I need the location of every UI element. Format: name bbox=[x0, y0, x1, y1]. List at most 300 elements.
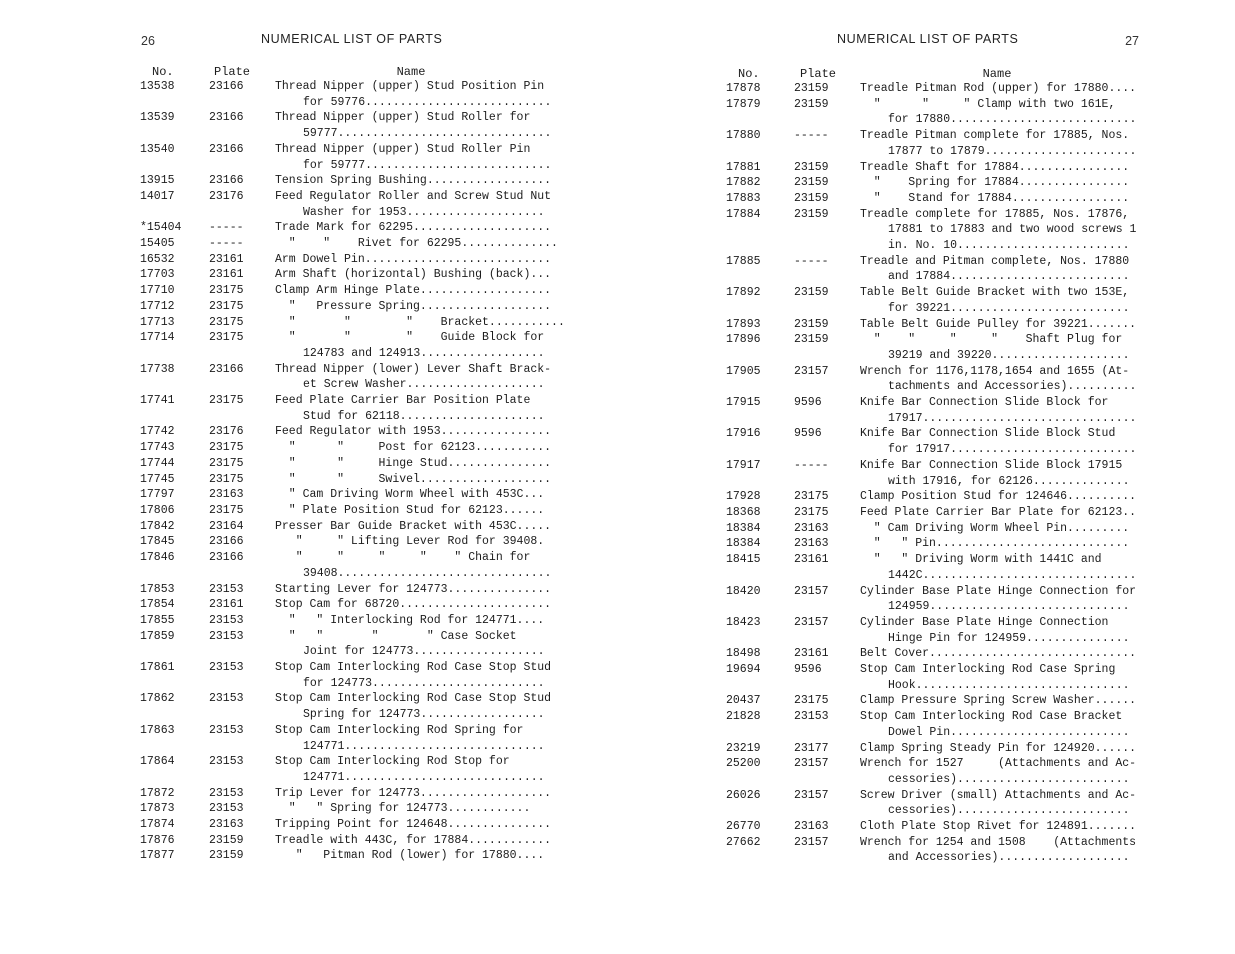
part-name-line: Thread Nipper (upper) Stud Position Pin bbox=[275, 80, 545, 93]
part-name-line: " " Hinge Stud............... bbox=[275, 456, 552, 470]
part-number: 17743 bbox=[140, 441, 175, 455]
table-row bbox=[726, 819, 1150, 835]
part-number: 17846 bbox=[140, 551, 175, 565]
table-row bbox=[140, 299, 565, 315]
part-name bbox=[275, 393, 565, 424]
part-name-line: Cylinder Base Plate Hinge Connection bbox=[860, 615, 1109, 629]
part-name-line: Arm Shaft (horizontal) Bushing (back)... bbox=[275, 268, 552, 282]
part-name-continuation: 124783 and 124913.................. bbox=[303, 346, 545, 360]
part-number: 14017 bbox=[140, 189, 175, 203]
part-name-line: " Stand for 17884................. bbox=[860, 191, 1130, 205]
table-row bbox=[140, 629, 565, 660]
part-number: 26770 bbox=[726, 820, 761, 834]
table-row bbox=[140, 315, 565, 331]
table-body bbox=[140, 79, 565, 864]
plate-number: 23166 bbox=[209, 174, 244, 188]
part-number: 21828 bbox=[726, 710, 761, 724]
part-name-line: " Pressure Spring................... bbox=[275, 299, 552, 313]
part-number: 13538 bbox=[140, 80, 175, 93]
part-name-continuation: Hinge Pin for 124959............... bbox=[888, 631, 1130, 645]
table-row bbox=[140, 848, 565, 864]
part-name bbox=[860, 160, 1150, 176]
part-name-line: Treadle Shaft for 17884................ bbox=[860, 160, 1130, 174]
table-row bbox=[140, 440, 565, 456]
part-name-line: " " " " " Chain for bbox=[275, 551, 531, 565]
part-number: *15404 bbox=[140, 221, 182, 235]
table-row bbox=[726, 835, 1150, 866]
plate-number: 23166 bbox=[209, 142, 244, 156]
part-name-continuation: tachments and Accessories).......... bbox=[888, 380, 1137, 394]
part-name bbox=[275, 833, 565, 849]
part-name bbox=[275, 723, 565, 754]
part-name bbox=[860, 693, 1150, 709]
table-row bbox=[140, 236, 565, 252]
part-name bbox=[275, 236, 565, 252]
table-row bbox=[140, 189, 565, 220]
part-number: 18498 bbox=[726, 647, 761, 661]
table-row bbox=[726, 97, 1150, 128]
part-name-line: Table Belt Guide Bracket with two 153E, bbox=[860, 286, 1130, 300]
part-number: 18415 bbox=[726, 553, 761, 567]
part-number: 17859 bbox=[140, 629, 175, 643]
part-name-line: Treadle complete for 17885, Nos. 17876, bbox=[860, 207, 1130, 221]
part-name bbox=[860, 741, 1150, 757]
part-number: 17861 bbox=[140, 661, 175, 675]
part-name-continuation: Joint for 124773................... bbox=[303, 645, 545, 659]
part-name-line: Knife Bar Connection Slide Block for bbox=[860, 396, 1109, 410]
plate-number: ----- bbox=[794, 254, 829, 268]
table-row bbox=[726, 285, 1150, 316]
part-number: 17742 bbox=[140, 425, 175, 439]
table-row bbox=[726, 521, 1150, 537]
table-row bbox=[726, 332, 1150, 363]
table-row bbox=[140, 613, 565, 629]
part-name-line: " " Spring for 124773............ bbox=[275, 802, 531, 816]
part-number: 17797 bbox=[140, 488, 175, 502]
part-name-line: Treadle Pitman complete for 17885, Nos. bbox=[860, 129, 1130, 143]
part-name-line: " " Pin............................ bbox=[860, 537, 1130, 551]
plate-number: 23175 bbox=[209, 331, 244, 345]
plate-number: 23153 bbox=[209, 582, 244, 596]
part-name-line: Clamp Position Stud for 124646.......... bbox=[860, 490, 1137, 504]
table-row bbox=[140, 362, 565, 393]
table-row bbox=[140, 487, 565, 503]
part-name bbox=[860, 364, 1150, 395]
table-body bbox=[726, 81, 1150, 866]
part-name-line: Wrench for 1254 and 1508 (Attachments bbox=[860, 835, 1137, 849]
part-number: 17878 bbox=[726, 82, 761, 95]
part-name bbox=[275, 754, 565, 785]
part-number: 17842 bbox=[140, 519, 175, 533]
page-number: 26 bbox=[141, 34, 155, 48]
part-number: 17703 bbox=[140, 268, 175, 282]
table-row bbox=[140, 283, 565, 299]
part-name-continuation: 39408............................... bbox=[303, 566, 552, 580]
plate-number: 23157 bbox=[794, 757, 829, 771]
plate-number: ----- bbox=[209, 221, 244, 235]
plate-number: 23161 bbox=[794, 553, 829, 567]
part-name-continuation: et Screw Washer.................... bbox=[303, 378, 545, 392]
part-name-line: Wrench for 1176,1178,1654 and 1655 (At- bbox=[860, 364, 1130, 378]
plate-number: 23157 bbox=[794, 788, 829, 802]
part-name-line: Feed Plate Carrier Bar Position Plate bbox=[275, 394, 531, 408]
table-row bbox=[726, 756, 1150, 787]
part-number: 18368 bbox=[726, 505, 761, 519]
part-name bbox=[860, 207, 1150, 254]
part-number: 27662 bbox=[726, 835, 761, 849]
parts-table bbox=[726, 66, 1150, 866]
table-row bbox=[726, 191, 1150, 207]
part-name bbox=[860, 756, 1150, 787]
part-number: 17854 bbox=[140, 598, 175, 612]
table-row bbox=[726, 646, 1150, 662]
part-name-line: Stop Cam Interlocking Rod Case Bracket bbox=[860, 710, 1123, 724]
part-name bbox=[275, 79, 565, 110]
part-name-line: " " " Guide Block for bbox=[275, 331, 545, 345]
table-row bbox=[726, 552, 1150, 583]
part-number: 17845 bbox=[140, 535, 175, 549]
part-number: 17744 bbox=[140, 456, 175, 470]
table-row bbox=[140, 582, 565, 598]
page-number: 27 bbox=[1125, 34, 1139, 48]
part-name bbox=[275, 252, 565, 268]
plate-number: 23159 bbox=[209, 833, 244, 847]
plate-number: 23175 bbox=[209, 394, 244, 408]
part-number: 17916 bbox=[726, 427, 761, 441]
table-row bbox=[726, 317, 1150, 333]
part-number: 17873 bbox=[140, 802, 175, 816]
table-row bbox=[726, 160, 1150, 176]
part-name-line: " Cam Driving Worm Wheel with 453C... bbox=[275, 488, 545, 502]
plate-number: 23175 bbox=[209, 456, 244, 470]
part-name-line: Stop Cam for 68720...................... bbox=[275, 598, 552, 612]
table-row bbox=[726, 709, 1150, 740]
parts-table bbox=[140, 64, 565, 864]
part-name-line: Clamp Spring Steady Pin for 124920...... bbox=[860, 741, 1137, 755]
table-row bbox=[726, 207, 1150, 254]
part-name-continuation: 124771............................. bbox=[303, 770, 545, 784]
part-name bbox=[860, 254, 1150, 285]
part-number: 18384 bbox=[726, 521, 761, 535]
part-name bbox=[860, 97, 1150, 128]
part-name bbox=[275, 817, 565, 833]
table-row bbox=[726, 458, 1150, 489]
part-number: 25200 bbox=[726, 757, 761, 771]
plate-number: 23157 bbox=[794, 584, 829, 598]
header-plate: Plate bbox=[214, 65, 251, 79]
part-name bbox=[275, 424, 565, 440]
part-name-line: Treadle and Pitman complete, Nos. 17880 bbox=[860, 254, 1130, 268]
plate-number: 23166 bbox=[209, 362, 244, 376]
part-name bbox=[860, 521, 1150, 537]
part-number: 17896 bbox=[726, 333, 761, 347]
part-number: 17876 bbox=[140, 833, 175, 847]
part-name-line: " " " Clamp with two 161E, bbox=[860, 97, 1116, 111]
part-name-continuation: for 59777........................... bbox=[303, 158, 552, 172]
table-row bbox=[140, 534, 565, 550]
plate-number: ----- bbox=[794, 458, 829, 472]
table-row bbox=[726, 128, 1150, 159]
part-number: 16532 bbox=[140, 252, 175, 266]
page-title: NUMERICAL LIST OF PARTS bbox=[837, 32, 1019, 46]
part-name-continuation: Hook............................... bbox=[888, 678, 1130, 692]
part-name bbox=[275, 189, 565, 220]
plate-number: 23163 bbox=[794, 537, 829, 551]
part-name bbox=[860, 128, 1150, 159]
part-name bbox=[860, 505, 1150, 521]
plate-number: 23153 bbox=[209, 802, 244, 816]
right-page bbox=[620, 0, 1235, 954]
table-row bbox=[140, 330, 565, 361]
part-name bbox=[275, 660, 565, 691]
part-name bbox=[275, 582, 565, 598]
part-name-line: " Spring for 17884................ bbox=[860, 176, 1130, 190]
part-name-continuation: Spring for 124773.................. bbox=[303, 708, 545, 722]
part-name bbox=[860, 191, 1150, 207]
part-name bbox=[275, 267, 565, 283]
plate-number: 23161 bbox=[209, 598, 244, 612]
part-name-line: Trip Lever for 124773................... bbox=[275, 786, 552, 800]
part-name bbox=[860, 175, 1150, 191]
part-number: 13915 bbox=[140, 174, 175, 188]
table-row bbox=[140, 660, 565, 691]
part-name-line: Feed Plate Carrier Bar Plate for 62123.. bbox=[860, 505, 1137, 519]
part-name-line: " " " Bracket........... bbox=[275, 315, 565, 329]
plate-number: ----- bbox=[794, 129, 829, 143]
part-name-continuation: for 39221.......................... bbox=[888, 301, 1130, 315]
plate-number: 23157 bbox=[794, 615, 829, 629]
part-name-line: Knife Bar Connection Slide Block Stud bbox=[860, 427, 1116, 441]
header-name: Name bbox=[396, 65, 426, 79]
part-name-continuation: 39219 and 39220.................... bbox=[888, 348, 1130, 362]
part-name bbox=[860, 819, 1150, 835]
part-name-line: Clamp Arm Hinge Plate................... bbox=[275, 284, 552, 298]
part-number: 17885 bbox=[726, 254, 761, 268]
part-name-line: " Pitman Rod (lower) for 17880.... bbox=[275, 849, 545, 863]
part-name-line: Stop Cam Interlocking Rod Stop for bbox=[275, 755, 510, 769]
table-row bbox=[140, 252, 565, 268]
part-name bbox=[275, 440, 565, 456]
part-name bbox=[275, 550, 565, 581]
part-name-line: Tension Spring Bushing.................. bbox=[275, 174, 552, 188]
part-name-continuation: in. No. 10......................... bbox=[888, 239, 1130, 253]
table-header bbox=[140, 64, 565, 79]
part-number: 17806 bbox=[140, 503, 175, 517]
part-name-line: " " " " Shaft Plug for bbox=[860, 333, 1123, 347]
part-name-continuation: Washer for 1953.................... bbox=[303, 205, 545, 219]
part-number: 17893 bbox=[726, 317, 761, 331]
part-number: 17713 bbox=[140, 315, 175, 329]
plate-number: 23159 bbox=[794, 207, 829, 221]
part-number: 17712 bbox=[140, 299, 175, 313]
part-number: 23219 bbox=[726, 741, 761, 755]
part-number: 17882 bbox=[726, 176, 761, 190]
plate-number: 23176 bbox=[209, 189, 244, 203]
header-name: Name bbox=[982, 67, 1012, 81]
part-name-line: Thread Nipper (upper) Stud Roller Pin bbox=[275, 142, 531, 156]
part-number: 18384 bbox=[726, 537, 761, 551]
plate-number: 23159 bbox=[794, 97, 829, 111]
part-name-continuation: for 124773......................... bbox=[303, 676, 545, 690]
plate-number: 23159 bbox=[794, 333, 829, 347]
table-row bbox=[140, 456, 565, 472]
part-number: 17881 bbox=[726, 160, 761, 174]
part-name bbox=[275, 597, 565, 613]
part-number: 17883 bbox=[726, 191, 761, 205]
part-name-line: Arm Dowel Pin........................... bbox=[275, 252, 552, 266]
part-name-line: Stop Cam Interlocking Rod Spring for bbox=[275, 723, 524, 737]
part-name-line: Wrench for 1527 (Attachments and Ac- bbox=[860, 757, 1137, 771]
table-row bbox=[140, 754, 565, 785]
part-name bbox=[275, 801, 565, 817]
plate-number: 23166 bbox=[209, 551, 244, 565]
plate-number: 23166 bbox=[209, 80, 244, 93]
part-number: 17877 bbox=[140, 849, 175, 863]
header-plate: Plate bbox=[800, 67, 837, 81]
part-name bbox=[860, 458, 1150, 489]
part-name-line: Cloth Plate Stop Rivet for 124891....... bbox=[860, 820, 1137, 834]
plate-number: 23159 bbox=[794, 82, 829, 95]
table-row bbox=[726, 662, 1150, 693]
table-row bbox=[140, 110, 565, 141]
part-number: 17928 bbox=[726, 490, 761, 504]
part-name-continuation: 17881 to 17883 and two wood screws 1 bbox=[888, 223, 1137, 237]
part-number: 17862 bbox=[140, 692, 175, 706]
plate-number: 23153 bbox=[209, 692, 244, 706]
plate-number: 23166 bbox=[209, 111, 244, 125]
part-number: 17874 bbox=[140, 818, 175, 832]
plate-number: 23159 bbox=[209, 849, 244, 863]
part-name-line: Tripping Point for 124648............... bbox=[275, 818, 552, 832]
plate-number: 23159 bbox=[794, 160, 829, 174]
plate-number: 23153 bbox=[209, 661, 244, 675]
part-name bbox=[860, 615, 1150, 646]
part-name bbox=[275, 503, 565, 519]
table-row bbox=[140, 817, 565, 833]
table-row bbox=[726, 505, 1150, 521]
part-name bbox=[275, 315, 565, 331]
part-name-continuation: 1442C............................... bbox=[888, 568, 1137, 582]
part-name-continuation: for 17880........................... bbox=[888, 113, 1137, 127]
plate-number: 23153 bbox=[209, 723, 244, 737]
part-name bbox=[860, 489, 1150, 505]
table-row bbox=[726, 364, 1150, 395]
part-number: 13540 bbox=[140, 142, 175, 156]
part-name-line: Treadle with 443C, for 17884............ bbox=[275, 833, 552, 847]
table-row bbox=[140, 220, 565, 236]
table-row bbox=[140, 79, 565, 110]
part-name-continuation: 17877 to 17879...................... bbox=[888, 144, 1137, 158]
part-name-line: Thread Nipper (lower) Lever Shaft Brack- bbox=[275, 362, 552, 376]
part-name bbox=[275, 629, 565, 660]
plate-number: 23177 bbox=[794, 741, 829, 755]
part-name bbox=[275, 613, 565, 629]
part-name bbox=[860, 426, 1150, 457]
table-row bbox=[726, 788, 1150, 819]
part-name-line: Starting Lever for 124773............... bbox=[275, 582, 552, 596]
table-row bbox=[140, 393, 565, 424]
table-row bbox=[140, 267, 565, 283]
plate-number: 23159 bbox=[794, 286, 829, 300]
plate-number: 23175 bbox=[209, 299, 244, 313]
part-number: 13539 bbox=[140, 111, 175, 125]
part-number: 17905 bbox=[726, 364, 761, 378]
part-name-line: Stop Cam Interlocking Rod Case Stop Stud bbox=[275, 661, 552, 675]
table-row bbox=[140, 691, 565, 722]
plate-number: 23163 bbox=[794, 820, 829, 834]
left-page bbox=[0, 0, 600, 954]
part-name bbox=[860, 81, 1150, 97]
part-name bbox=[860, 285, 1150, 316]
part-name bbox=[275, 110, 565, 141]
part-name-continuation: cessories)......................... bbox=[888, 772, 1130, 786]
part-name-line: Feed Regulator with 1953................ bbox=[275, 425, 552, 439]
plate-number: 23159 bbox=[794, 176, 829, 190]
part-name-line: Screw Driver (small) Attachments and Ac- bbox=[860, 788, 1137, 802]
part-name bbox=[275, 534, 565, 550]
part-name-line: Table Belt Guide Pulley for 39221....... bbox=[860, 317, 1137, 331]
part-name-line: Thread Nipper (upper) Stud Roller for bbox=[275, 111, 531, 125]
plate-number: 23153 bbox=[209, 613, 244, 627]
plate-number: 9596 bbox=[794, 663, 822, 677]
plate-number: 23161 bbox=[209, 268, 244, 282]
table-row bbox=[726, 584, 1150, 615]
part-name-line: Trade Mark for 62295.................... bbox=[275, 221, 552, 235]
plate-number: 9596 bbox=[794, 396, 822, 410]
plate-number: 23175 bbox=[209, 284, 244, 298]
table-row bbox=[726, 426, 1150, 457]
part-name-line: Presser Bar Guide Bracket with 453C..... bbox=[275, 519, 552, 533]
part-name bbox=[860, 536, 1150, 552]
part-name bbox=[860, 788, 1150, 819]
part-name bbox=[275, 142, 565, 173]
part-name bbox=[860, 395, 1150, 426]
table-row bbox=[726, 536, 1150, 552]
table-row bbox=[140, 801, 565, 817]
table-row bbox=[140, 173, 565, 189]
plate-number: 23175 bbox=[794, 694, 829, 708]
part-name-continuation: cessories)......................... bbox=[888, 804, 1130, 818]
part-number: 17892 bbox=[726, 286, 761, 300]
table-header bbox=[726, 66, 1150, 81]
part-name bbox=[275, 472, 565, 488]
part-number: 17741 bbox=[140, 394, 175, 408]
table-row bbox=[140, 786, 565, 802]
part-name-line: " " Rivet for 62295.............. bbox=[275, 237, 558, 251]
part-name-continuation: 124959............................. bbox=[888, 600, 1130, 614]
part-name bbox=[275, 330, 565, 361]
plate-number: 9596 bbox=[794, 427, 822, 441]
part-name-continuation: for 17917........................... bbox=[888, 443, 1137, 457]
table-row bbox=[140, 503, 565, 519]
part-name-line: " " " " Case Socket bbox=[275, 629, 517, 643]
header-no: No. bbox=[738, 67, 760, 81]
table-row bbox=[140, 519, 565, 535]
part-number: 17879 bbox=[726, 97, 761, 111]
part-number: 17872 bbox=[140, 786, 175, 800]
plate-number: 23166 bbox=[209, 535, 244, 549]
part-name bbox=[275, 173, 565, 189]
part-number: 17853 bbox=[140, 582, 175, 596]
plate-number: 23163 bbox=[209, 488, 244, 502]
part-name bbox=[275, 456, 565, 472]
part-number: 15405 bbox=[140, 237, 175, 251]
part-name-line: " " Post for 62123........... bbox=[275, 441, 552, 455]
table-row bbox=[140, 142, 565, 173]
part-name-line: Clamp Pressure Spring Screw Washer...... bbox=[860, 694, 1137, 708]
table-row bbox=[140, 597, 565, 613]
part-name-line: " " Lifting Lever Rod for 39408. bbox=[275, 535, 545, 549]
